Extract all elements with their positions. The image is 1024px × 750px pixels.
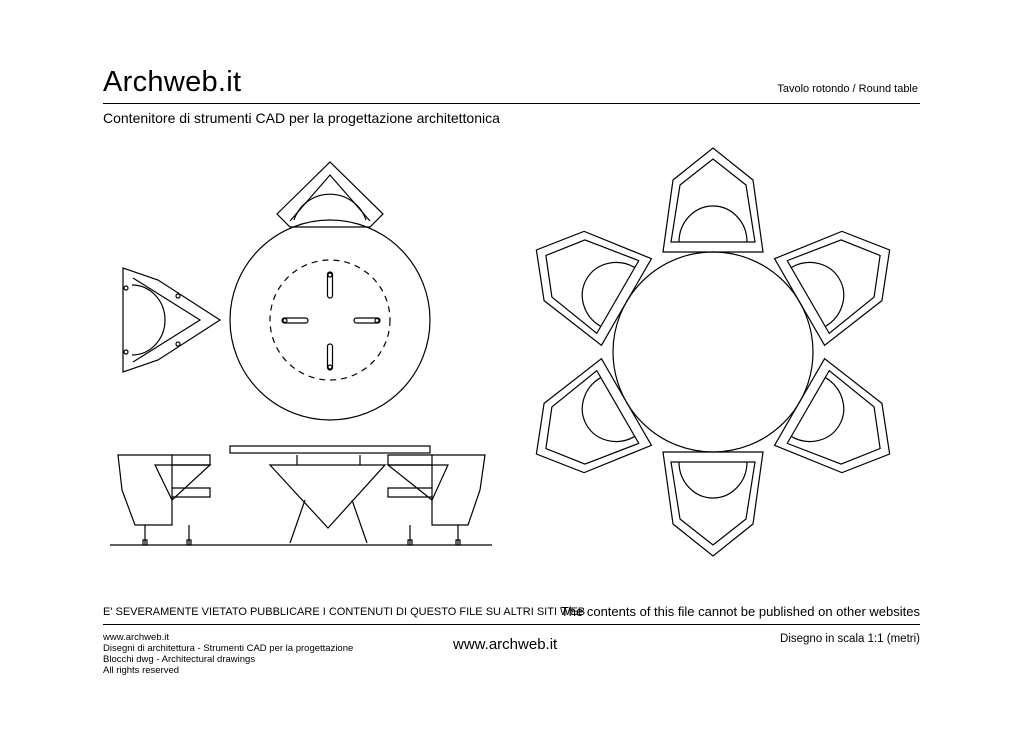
footer-rule bbox=[103, 624, 920, 625]
drawing-scale: Disegno in scala 1:1 (metri) bbox=[780, 633, 920, 645]
footer-line-4: All rights reserved bbox=[103, 665, 180, 676]
chair-left bbox=[123, 268, 220, 372]
subtitle: Contenitore di strumenti CAD per la progettazione architettonica bbox=[103, 110, 500, 126]
notice-english: The contents of this file cannot be published on other websites bbox=[560, 604, 920, 619]
table-top-right bbox=[613, 252, 813, 452]
chair-plan-1 bbox=[511, 359, 651, 498]
footer-line-3: Blocchi dwg - Architectural drawings bbox=[103, 654, 256, 665]
footer-site: www.archweb.it bbox=[453, 636, 558, 653]
table-base bbox=[270, 465, 385, 528]
chair-plan-2 bbox=[511, 207, 651, 346]
chair-plan-5 bbox=[775, 359, 915, 498]
footer-line-1: www.archweb.it bbox=[103, 632, 169, 643]
chair-plan-6 bbox=[663, 452, 763, 556]
chair-elevation-right bbox=[388, 455, 485, 545]
chair-plan-3 bbox=[663, 148, 763, 252]
table-feet bbox=[290, 500, 367, 543]
table-legs bbox=[282, 272, 380, 370]
table-top-left bbox=[230, 220, 430, 420]
elevation bbox=[110, 446, 492, 545]
plan-left bbox=[123, 162, 430, 420]
drawing-title: Tavolo rotondo / Round table bbox=[777, 83, 918, 95]
table-base-outline bbox=[270, 260, 390, 380]
plan-right bbox=[511, 148, 914, 556]
brand-logo: Archweb.it bbox=[103, 66, 242, 98]
table-slab bbox=[230, 446, 430, 453]
chair-top bbox=[277, 162, 383, 227]
chair-elevation-left bbox=[118, 455, 210, 545]
chair-plan-4 bbox=[775, 207, 915, 346]
footer-line-2: Disegni di architettura - Strumenti CAD per la progettazione bbox=[103, 643, 354, 654]
notice-italian: E' SEVERAMENTE VIETATO PUBBLICARE I CONTENUTI DI QUESTO FILE SU ALTRI SITI WEB bbox=[103, 606, 586, 618]
